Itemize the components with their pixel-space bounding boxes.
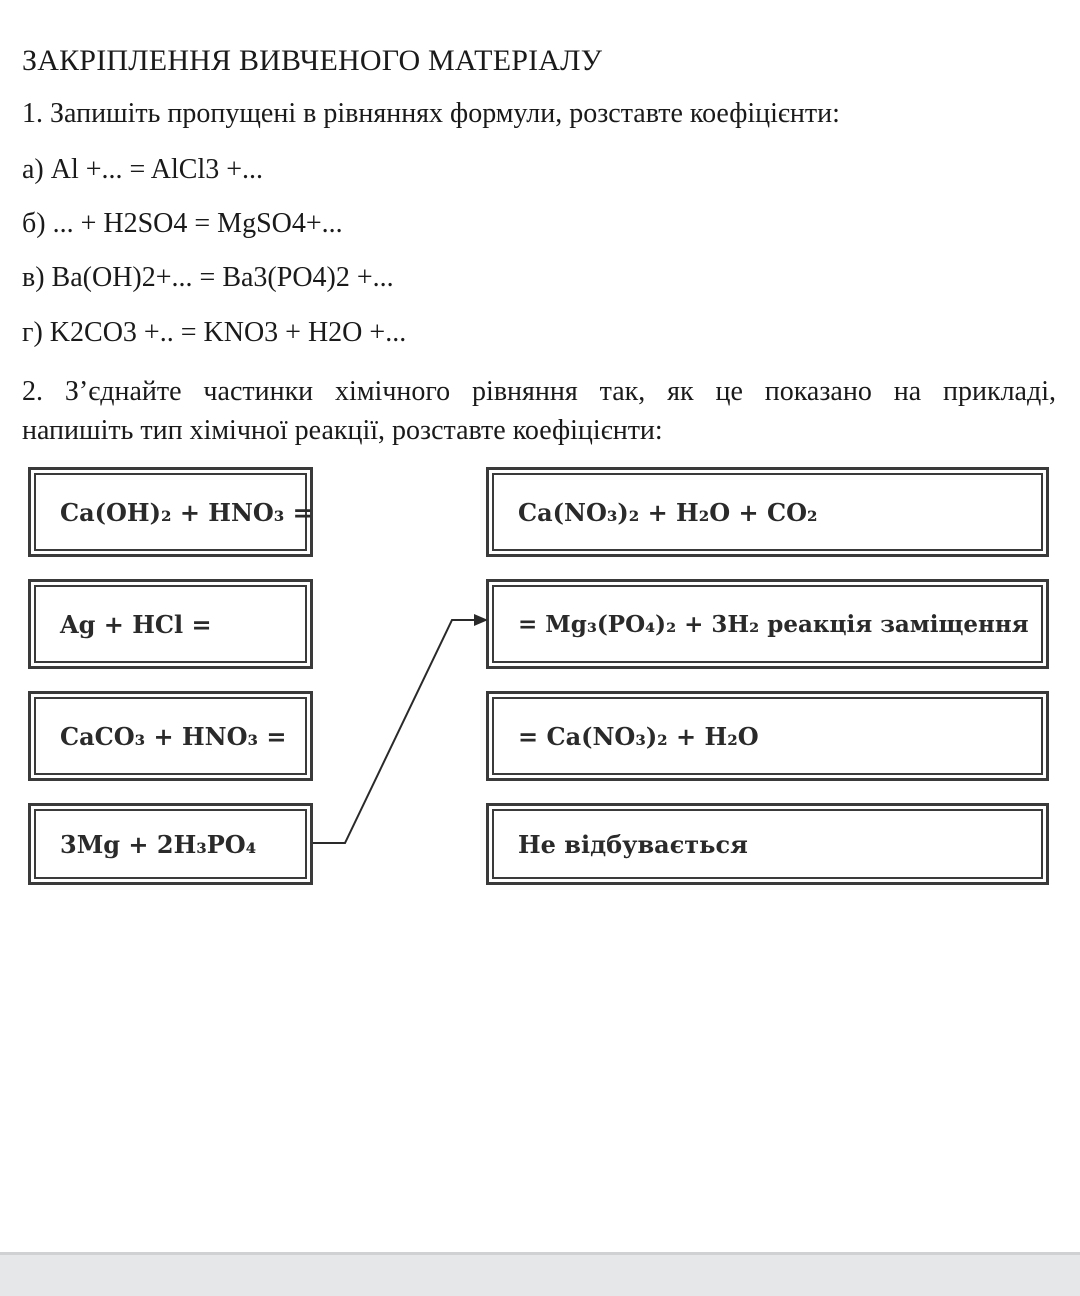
left-box-1-text: Ca(OH)₂ + HNO₃ = bbox=[34, 473, 307, 551]
right-box-3 bbox=[486, 691, 1049, 781]
left-box-4 bbox=[28, 803, 313, 885]
right-box-1-text: Ca(NO₃)₂ + H₂O + CO₂ bbox=[492, 473, 1043, 551]
task1-item-v: в) Ba(OH)2+... = Ba3(PO4)2 +... bbox=[22, 262, 394, 293]
right-box-2 bbox=[486, 579, 1049, 669]
left-box-1 bbox=[28, 467, 313, 557]
right-box-2-text: = Mg₃(PO₄)₂ + 3H₂ реакція заміщення bbox=[492, 585, 1043, 663]
left-box-3 bbox=[28, 691, 313, 781]
section-heading: ЗАКРІПЛЕННЯ ВИВЧЕНОГО МАТЕРІАЛУ bbox=[22, 44, 603, 77]
task2-line-1: 2. З’єднайте частинки хімічного рівняння так, як це показано на прикладі, bbox=[22, 376, 1056, 407]
right-box-4-text: Не відбувається bbox=[492, 809, 1043, 879]
right-box-3-text: = Ca(NO₃)₂ + H₂O bbox=[492, 697, 1043, 775]
task1-title: 1. Запишіть пропущені в рівняннях формули, розставте коефіцієнти: bbox=[22, 98, 840, 129]
task2-instruction bbox=[22, 372, 1056, 450]
task2-line-2: напишіть тип хімічної реакції, розставте коефіцієнти: bbox=[22, 415, 663, 446]
left-box-3-text: CaCO₃ + HNO₃ = bbox=[34, 697, 307, 775]
left-box-2 bbox=[28, 579, 313, 669]
left-box-2-text: Ag + HCl = bbox=[34, 585, 307, 663]
task1-item-a: а) Al +... = AlCl3 +... bbox=[22, 154, 264, 185]
left-box-4-text: 3Mg + 2H₃PO₄ bbox=[34, 809, 307, 879]
bottom-bar bbox=[0, 1252, 1080, 1296]
right-box-1 bbox=[486, 467, 1049, 557]
task1-item-b: б) ... + H2SO4 = MgSO4+... bbox=[22, 208, 343, 239]
task1-item-g: г) K2CO3 +.. = KNO3 + H2O +... bbox=[22, 317, 407, 348]
right-box-4 bbox=[486, 803, 1049, 885]
